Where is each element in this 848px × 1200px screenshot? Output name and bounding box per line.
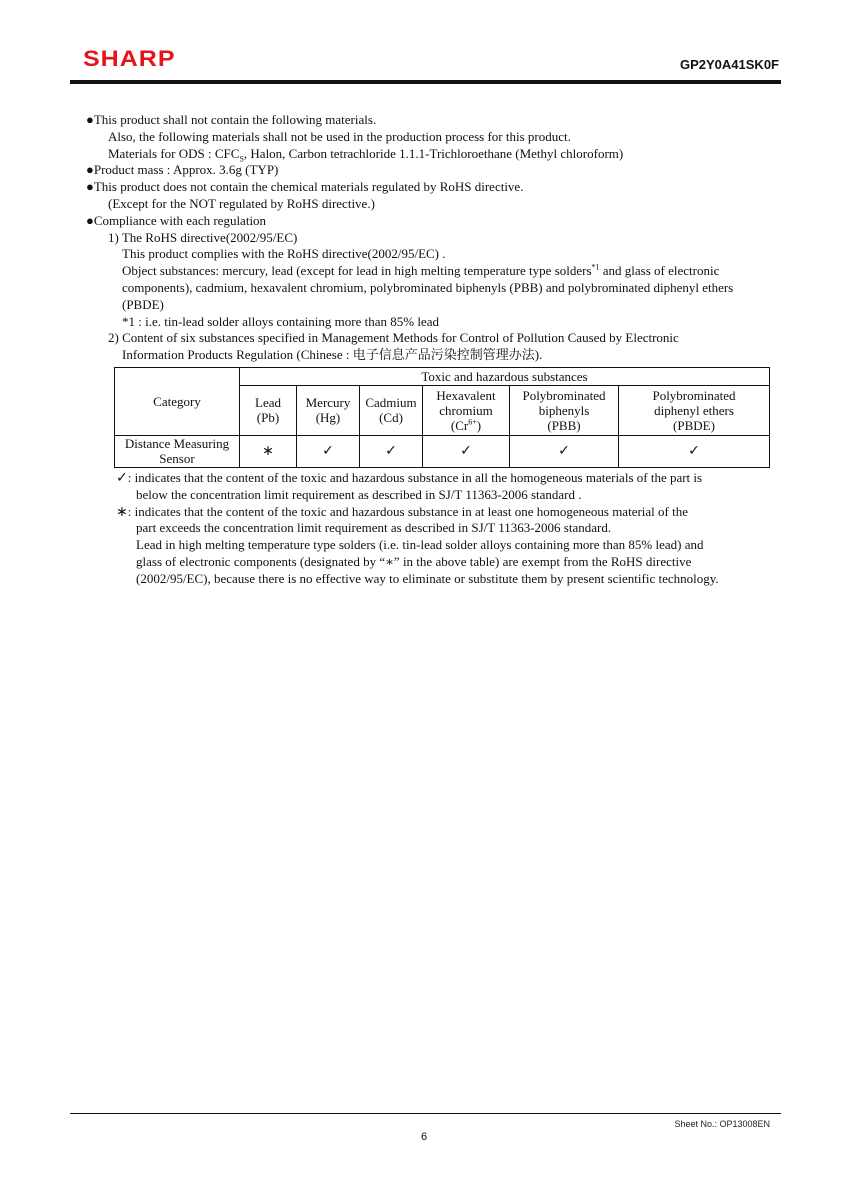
bullet-product-mass: ●Product mass : Approx. 3.6g (TYP) [86, 162, 279, 178]
cell-lead: ∗ [240, 435, 297, 467]
china-regulation-title: 2) Content of six substances specified in Management Methods for Control of Pollution Caused by Electronic [108, 330, 679, 346]
column-header-mercury: Mercury (Hg) [297, 385, 360, 435]
cell-cadmium: ✓ [360, 435, 423, 467]
ods-materials-line: Materials for ODS : $CFC_S$, Halon, Carbon tetrachloride 1.1.1-Trichloroethane (Methyl chloroform) [108, 145, 624, 164]
sheet-number: Sheet No.: OP13008EN [674, 1119, 770, 1129]
star-legend-line5: (2002/95/EC), because there is no effective way to eliminate or substitute them by present scientific technology. [136, 570, 719, 586]
footer-divider [70, 1113, 781, 1114]
bullet-text: This product shall not contain the following materials. [93, 112, 377, 127]
header-divider [70, 80, 781, 84]
cell-hexavalent-chromium: ✓ [423, 435, 510, 467]
bullet-text: This product does not contain the chemical materials regulated by RoHS directive. [93, 179, 524, 195]
footnote-line: *1 : i.e. tin-lead solder alloys containing more than 85% lead [122, 313, 439, 329]
category-header: Category [115, 367, 240, 435]
star-legend-line1: ∗: indicates that the content of the toxic and hazardous substance in at least one homogeneous material of the [116, 503, 688, 520]
paragraph-line: (Except for the NOT regulated by RoHS directive.) [108, 195, 375, 211]
asterisk-icon: ∗ [116, 503, 128, 520]
bullet-compliance: ●Compliance with each regulation [86, 212, 267, 228]
star-legend-line3: Lead in high melting temperature type solders (i.e. tin-lead solder alloys containing more than 85% lead) and [136, 537, 704, 553]
sharp-logo: SHARP [83, 46, 176, 72]
star-legend-line2: part exceeds the concentration limit requirement as described in SJ/T 11363-2006 standard. [136, 520, 612, 536]
bullet-text: Compliance with each regulation [93, 212, 267, 228]
cell-pbb: ✓ [510, 435, 619, 467]
bullet-text: Product mass : Approx. 3.6g (TYP) [93, 162, 279, 178]
rohs-directive-title: 1) The RoHS directive(2002/95/EC) [108, 229, 298, 245]
hazardous-substances-table [114, 367, 770, 468]
column-header-lead: Lead (Pb) [240, 385, 297, 435]
column-header-cadmium: Cadmium (Cd) [360, 385, 423, 435]
paragraph-line: This product complies with the RoHS directive(2002/95/EC) . [122, 246, 446, 262]
china-regulation-line2: Information Products Regulation (Chinese : 电子信息产品污染控制管理办法). [122, 347, 543, 363]
cell-pbde: ✓ [619, 435, 770, 467]
bullet-rohs-chemicals: ●This product does not contain the chemical materials regulated by RoHS directive. [86, 179, 524, 195]
star-legend-line4: glass of electronic components (designated by “∗” in the above table) are exempt from the RoHS directive [136, 553, 692, 569]
column-header-pbb: Polybrominated biphenyls (PBB) [510, 385, 619, 435]
check-legend-line2: below the concentration limit requirement as described in SJ/T 11363-2006 standard . [136, 486, 582, 502]
paragraph-line: Also, the following materials shall not be used in the production process for this product. [108, 128, 571, 144]
model-number: GP2Y0A41SK0F [680, 57, 779, 72]
cell-mercury: ✓ [297, 435, 360, 467]
column-header-hexavalent-chromium: Hexavalent chromium $(Cr^{6+})$ [423, 385, 510, 435]
table-row [115, 435, 770, 467]
check-icon: ✓ [116, 469, 128, 486]
bullet-materials: ●This product shall not contain the following materials. [86, 112, 377, 127]
check-legend-line1: ✓: indicates that the content of the toxic and hazardous substance in all the homogeneous materials of the part is [116, 469, 703, 486]
page-number: 6 [420, 1131, 428, 1143]
document-body [86, 112, 776, 588]
toxic-substances-header: Toxic and hazardous substances [240, 367, 770, 385]
row-category: Distance Measuring Sensor [115, 435, 240, 467]
object-substances-paragraph: Object substances: mercury, lead (except for lead in high melting temperature type solders$^{*1}$ and glass of electronic components), cadmium, hexavalent chromium, polybrominated biphenyls (PBB) and polybrominated diphenyl ethers (PBDE) [122, 262, 734, 312]
table-legend [86, 470, 776, 588]
column-header-pbde: Polybrominated diphenyl ethers (PBDE) [619, 385, 770, 435]
